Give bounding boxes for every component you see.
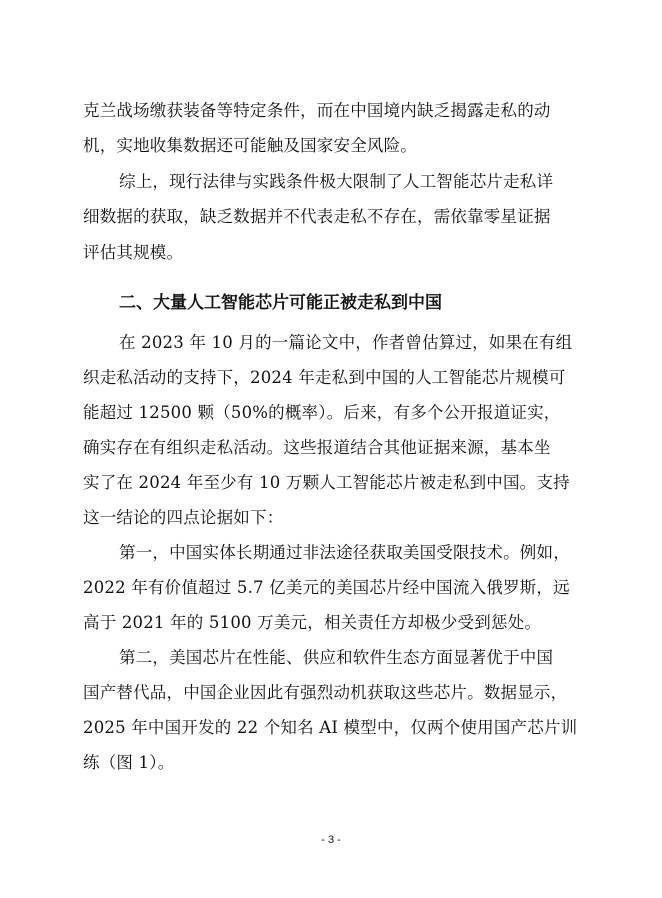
section-paragraph-1-line-3: 能超过 12500 颗（50%的概率）。后来，有多个公开报道证实， (83, 403, 561, 422)
section-paragraph-3-line-3: 2025 年中国开发的 22 个知名 AI 模型中，仅两个使用国产芯片训 (83, 718, 578, 737)
section-paragraph-2-line-2: 2022 年有价值超过 5.7 亿美元的美国芯片经中国流入俄罗斯，远 (83, 578, 570, 597)
section-heading: 二、大量人工智能芯片可能正被走私到中国 (119, 293, 442, 313)
section-paragraph-1-line-5: 实了在 2024 年至少有 10 万颗人工智能芯片被走私到中国。支持 (83, 473, 570, 492)
paragraph-2-line-1: 综上，现行法律与实践条件极大限制了人工智能芯片走私详 (119, 172, 554, 191)
page-number: - 3 - (321, 834, 341, 846)
section-paragraph-1-line-2: 织走私活动的支持下，2024 年走私到中国的人工智能芯片规模可 (83, 368, 566, 387)
section-paragraph-2-line-3: 高于 2021 年的 5100 万美元，相关责任方却极少受到惩处。 (83, 613, 542, 632)
paragraph-2-line-3: 评估其规模。 (83, 243, 184, 262)
paragraph-1-line-2: 机，实地收集数据还可能触及国家安全风险。 (83, 136, 417, 155)
paragraph-2-line-2: 细数据的获取，缺乏数据并不代表走私不存在，需依靠零星证据 (83, 207, 551, 226)
section-paragraph-1-line-6: 这一结论的四点论据如下： (83, 508, 284, 527)
section-paragraph-2-line-1: 第一，中国实体长期通过非法途径获取美国受限技术。例如， (119, 543, 570, 562)
section-paragraph-3-line-4: 练（图 1）。 (83, 753, 175, 772)
section-paragraph-3-line-2: 国产替代品，中国企业因此有强烈动机获取这些芯片。数据显示， (83, 683, 568, 702)
section-paragraph-3-line-1: 第二，美国芯片在性能、供应和软件生态方面显著优于中国 (119, 648, 554, 667)
section-paragraph-1-line-1: 在 2023 年 10 月的一篇论文中，作者曾估算过，如果在有组 (119, 333, 573, 352)
section-paragraph-1-line-4: 确实存在有组织走私活动。这些报道结合其他证据来源，基本坐 (83, 438, 551, 457)
paragraph-1-line-1: 克兰战场缴获装备等特定条件，而在中国境内缺乏揭露走私的动 (83, 101, 551, 120)
